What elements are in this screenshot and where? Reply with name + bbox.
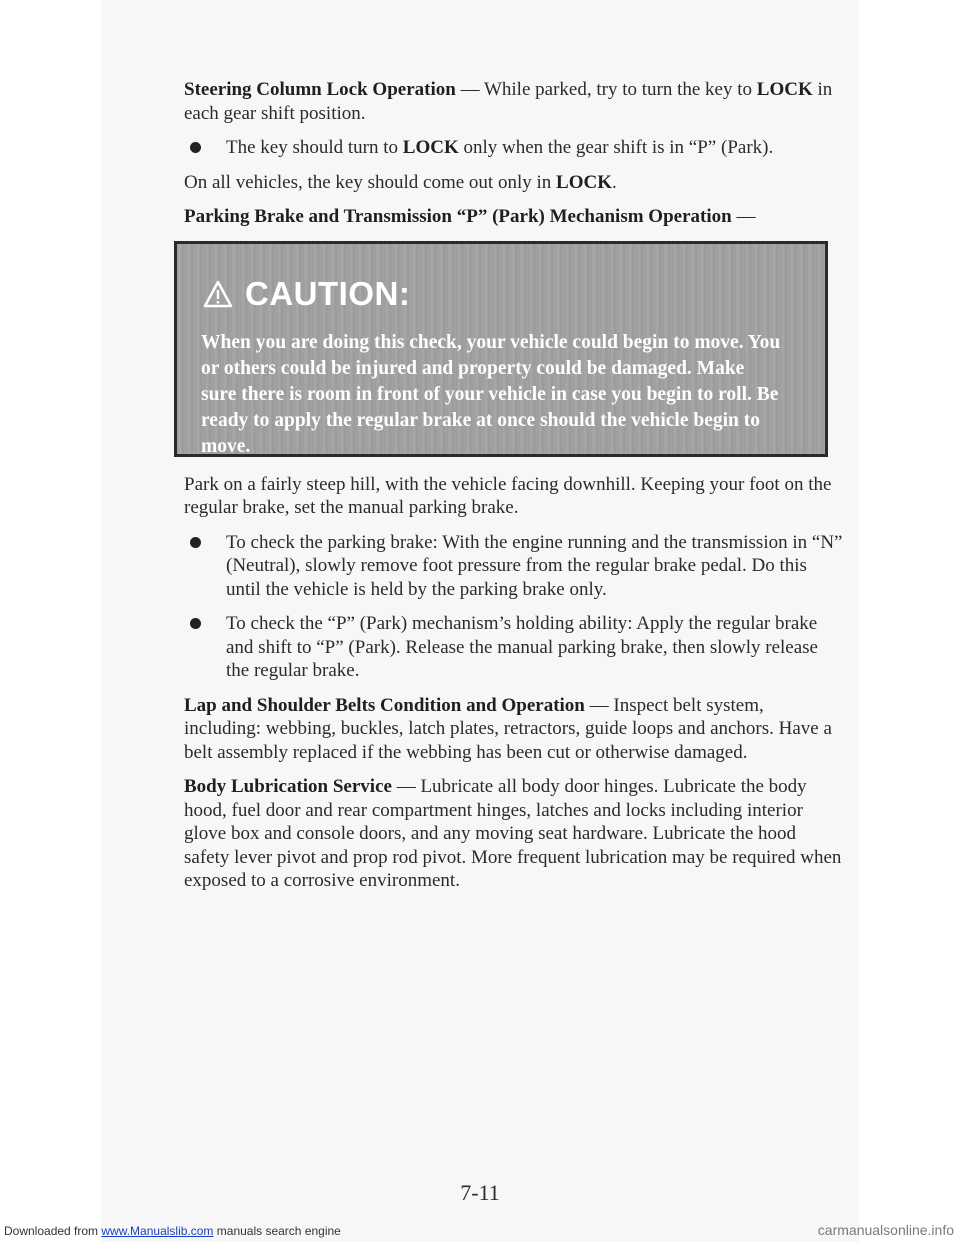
caution-text: When you are doing this check, your vehicle could begin to move. You or others could be injured and property could be damaged. Make sure there is room in front of your vehicle in case you begin to roll. Be ready to apply the regular brake at once should the vehicle begin to move.	[201, 331, 781, 457]
parking-heading: Parking Brake and Transmission “P” (Park) Mechanism Operation —	[184, 206, 756, 227]
all-vehicles-paragraph: On all vehicles, the key should come out only in LOCK.	[184, 171, 617, 193]
bullet-icon	[190, 618, 201, 629]
watermark-text: carmanualsonline.info	[817, 1222, 954, 1238]
page-number: 7-11	[460, 1180, 500, 1205]
park-paragraph: Park on a fairly steep hill, with the vehicle facing downhill. Keeping your foot on the regular brake, set the manual parking brake.	[184, 473, 832, 518]
bullet-icon	[190, 142, 201, 153]
lubrication-paragraph: Body Lubrication Service — Lubricate all body door hinges. Lubricate the body hood, fuel door and rear compartment hinges, latches and locks including interior glove box and console doors, and any moving seat hardware. Lubricate the hood safety lever pivot and prop rod pivot. More frequent lubrication may be required when exposed to a corrosive environment.	[184, 776, 842, 891]
manualslib-link[interactable]: www.Manualslib.com	[101, 1224, 214, 1238]
caution-heading: CAUTION:	[203, 280, 410, 308]
steering-paragraph: Steering Column Lock Operation — While parked, try to turn the key to LOCK in each gear shift position.	[184, 79, 833, 124]
belts-paragraph: Lap and Shoulder Belts Condition and Operation — Inspect belt system, including: webbing, buckles, latch plates, retractors, guide loops and anchors. Have a belt assembly replaced if the webbing has been cut or otherwise damaged.	[184, 694, 832, 763]
steering-title: Steering Column Lock Operation	[184, 79, 456, 100]
caution-box	[174, 241, 828, 457]
list-item: To check the “P” (Park) mechanism’s holding ability: Apply the regular brake and shift to “P” (Park). Release the manual parking brake, then slowly release the regular brake.	[184, 612, 844, 683]
list-item: The key should turn to LOCK only when the gear shift is in “P” (Park).	[184, 136, 844, 160]
download-footer: Downloaded from www.Manualslib.com manuals search engine	[4, 1224, 341, 1238]
warning-triangle-icon	[203, 280, 233, 308]
list-item: To check the parking brake: With the engine running and the transmission in “N” (Neutral), slowly remove foot pressure from the regular brake pedal. Do this until the vehicle is held by the parking brake only.	[184, 531, 844, 602]
page-content	[184, 78, 844, 904]
bullet-icon	[190, 537, 201, 548]
